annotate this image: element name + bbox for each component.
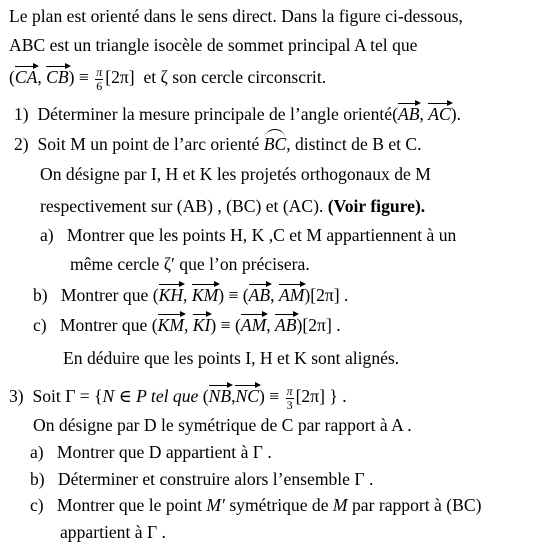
question-2b: b) Montrer que (KH, KM) ≡ (AB, AM)[2π] . <box>33 285 349 305</box>
vector-am: AM <box>278 285 305 305</box>
question-2-line-3: respectivement sur (AB) , (BC) et (AC). (Voir figure). <box>40 196 426 216</box>
vector-nb: NB <box>208 386 232 407</box>
question-3c-line-2: appartient à Γ . <box>60 522 166 542</box>
question-2c: c) Montrer que (KM, KI) ≡ (AM, AB)[2π] . <box>33 315 341 335</box>
intro-line-1: Le plan est orienté dans le sens direct. Dans la figure ci-dessous, <box>9 6 463 26</box>
vector-ab: AB <box>397 104 420 124</box>
vector-km: KM <box>157 315 184 335</box>
fraction-pi-3: $\frac{\pi}{3}$ <box>286 384 293 412</box>
vector-ki: KI <box>192 315 211 335</box>
vector-ac: AC <box>428 104 451 124</box>
vector-ab: AB <box>248 285 271 305</box>
vector-ab: AB <box>275 315 297 335</box>
vector-kh: KH <box>158 285 184 305</box>
question-2: 2) Soit M un point de l’arc orienté BC, distinct de B et C. <box>14 134 422 154</box>
fraction-pi-6: $\frac{\pi}{6}$ <box>96 65 103 93</box>
question-3b: b) Déterminer et construire alors l’ensemble Γ . <box>30 469 374 489</box>
question-2a: a) Montrer que les points H, K ,C et M appartiennent à un <box>40 225 457 245</box>
question-1: 1) Déterminer la mesure principale de l’angle orienté(AB, AC). <box>14 104 462 124</box>
question-3a: a) Montrer que D appartient à Γ . <box>30 442 272 462</box>
question-2c-line-2: En déduire que les points I, H et K sont alignés. <box>63 348 400 368</box>
vector-ca: CA <box>14 67 38 88</box>
intro-condition: (CA, CB) ≡ $\frac{\pi}{6}$ [2π] et ζ son cercle circonscrit. <box>9 65 327 93</box>
question-3: 3) Soit Γ = {N ∈ P tel que (NB,NC) ≡ $\frac{\pi}{3}$ [2π] } . <box>9 384 347 412</box>
arc-bc: BC <box>263 134 287 154</box>
question-2a-line-2: même cercle ζ′ que l’on précisera. <box>70 254 310 274</box>
vector-am: AM <box>240 315 267 335</box>
intro-line-2: ABC est un triangle isocèle de sommet principal A tel que <box>9 35 418 55</box>
vector-km: KM <box>191 285 219 305</box>
vector-nc: NC <box>235 386 259 407</box>
question-2-line-2: On désigne par I, H et K les projetés orthogonaux de M <box>40 164 431 184</box>
question-3c: c) Montrer que le point M′ symétrique de M par rapport à (BC) <box>30 495 482 515</box>
question-3-line-2: On désigne par D le symétrique de C par rapport à A . <box>33 415 412 435</box>
vector-cb: CB <box>46 67 69 88</box>
